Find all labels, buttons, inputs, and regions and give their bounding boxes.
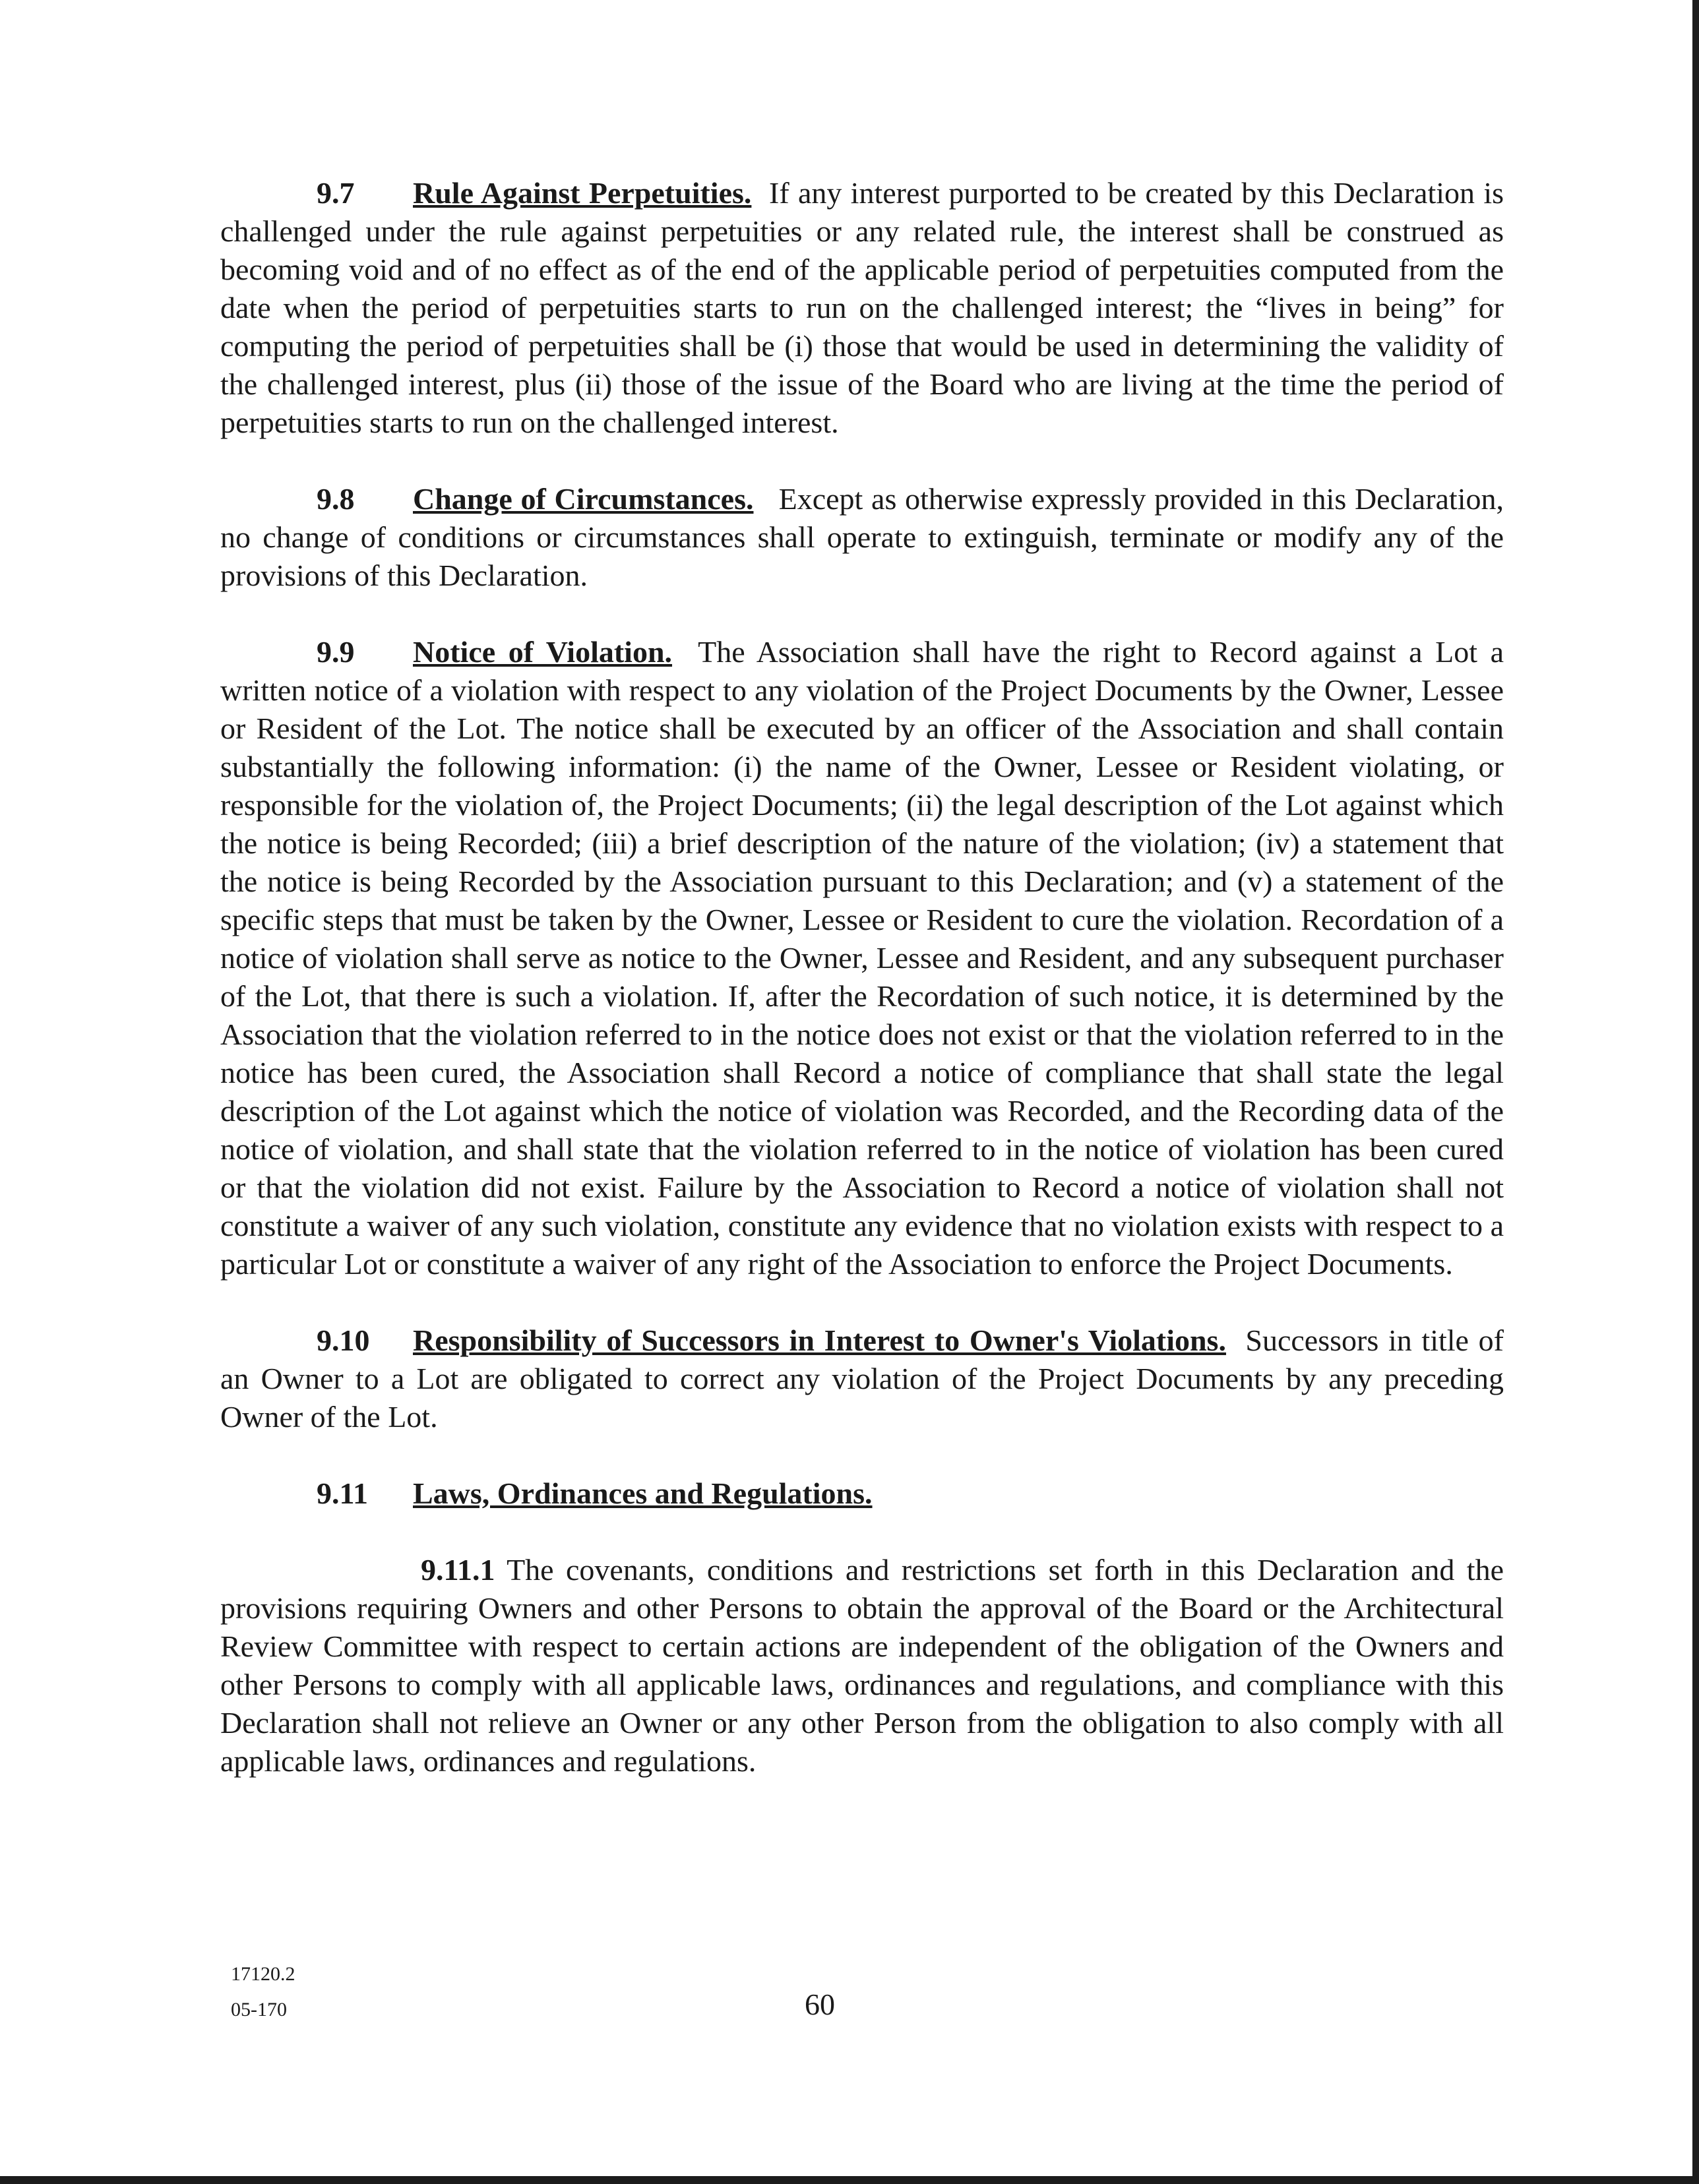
section-9-7 bbox=[220, 174, 1504, 442]
section-body: If any interest purported to be created by this Declaration is challenged under the rule against perpetuities or any related rule, the interest shall be construed as becoming void and of no effect as of the end of the applicable period of perpetuities computed from the date when the period of perpetuities starts to run on the challenged interest; the “lives in being” for computing the period of perpetuities shall be (i) those that would be used in determining the validity of the challenged interest, plus (ii) those of the issue of the Board who are living at the time the period of perpetuities starts to run on the challenged interest. bbox=[220, 176, 1504, 439]
section-9-10 bbox=[220, 1321, 1504, 1436]
section-heading: Laws, Ordinances and Regulations. bbox=[413, 1476, 873, 1510]
section-9-11-1 bbox=[220, 1551, 1504, 1780]
section-number: 9.9 bbox=[317, 635, 355, 669]
section-9-11 bbox=[220, 1474, 1504, 1513]
document-code-line2: 05-170 bbox=[231, 1999, 287, 2020]
document-body bbox=[220, 174, 1504, 1819]
section-number: 9.11 bbox=[317, 1476, 368, 1510]
section-9-9 bbox=[220, 633, 1504, 1283]
section-number: 9.10 bbox=[317, 1323, 370, 1357]
section-number: 9.8 bbox=[317, 482, 355, 516]
section-body: The covenants, conditions and restrictions set forth in this Declaration and the provisions requiring Owners and other Persons to obtain the approval of the Board or the Architectural Review Committee with respect to certain actions are independent of the obligation of the Owners and other Persons to comply with all applicable laws, ordinances and regulations, and compliance with this Declaration shall not relieve an Owner or any other Person from the obligation to also comply with all applicable laws, ordinances and regulations. bbox=[220, 1553, 1504, 1778]
section-heading: Change of Circumstances. bbox=[413, 482, 754, 516]
section-heading: Responsibility of Successors in Interest to Owner's Violations. bbox=[413, 1323, 1226, 1357]
section-body: Except as otherwise expressly provided in this Declaration, no change of conditions or circumstances shall operate to extinguish, terminate or modify any of the provisions of this Declaration. bbox=[220, 482, 1504, 592]
section-9-8 bbox=[220, 480, 1504, 595]
section-heading: Notice of Violation. bbox=[413, 635, 673, 669]
page-number: 60 bbox=[805, 1987, 835, 2021]
section-body: The Association shall have the right to Record against a Lot a written notice of a violation with respect to any violation of the Project Documents by the Owner, Lessee or Resident of the Lot. The notice shall be executed by an officer of the Association and shall contain substantially the following information: (i) the name of the Owner, Lessee or Resident violating, or responsible for the violation of, the Project Documents; (ii) the legal description of the Lot against which the notice is being Recorded; (iii) a brief description of the nature of the violation; (iv) a statement that the notice is being Recorded by the Association pursuant to this Declaration; and (v) a statement of the specific steps that must be taken by the Owner, Lessee or Resident to cure the violation. Recordation of a notice of violation shall serve as notice to the Owner, Lessee and Resident, and any subsequent purchaser of the Lot, that there is such a violation. If, after the Recordation of such notice, it is determined by the Association that the violation referred to in the notice does not exist or that the violation referred to in the notice has been cured, the Association shall Record a notice of compliance that shall state the legal description of the Lot against which the notice of violation was Recorded, and the Recording data of the notice of violation, and shall state that the violation referred to in the notice of violation has been cured or that the violation did not exist. Failure by the Association to Record a notice of violation shall not constitute a waiver of any such violation, constitute any evidence that no violation exists with respect to a particular Lot or constitute a waiver of any right of the Association to enforce the Project Documents. bbox=[220, 635, 1504, 1281]
document-code-line1: 17120.2 bbox=[231, 1963, 295, 1985]
section-heading: Rule Against Perpetuities. bbox=[413, 176, 752, 210]
section-number: 9.7 bbox=[317, 176, 355, 210]
section-body: Successors in title of an Owner to a Lot are obligated to correct any violation of the Project Documents by any preceding Owner of the Lot. bbox=[220, 1323, 1504, 1434]
subsection-number: 9.11.1 bbox=[421, 1553, 495, 1587]
